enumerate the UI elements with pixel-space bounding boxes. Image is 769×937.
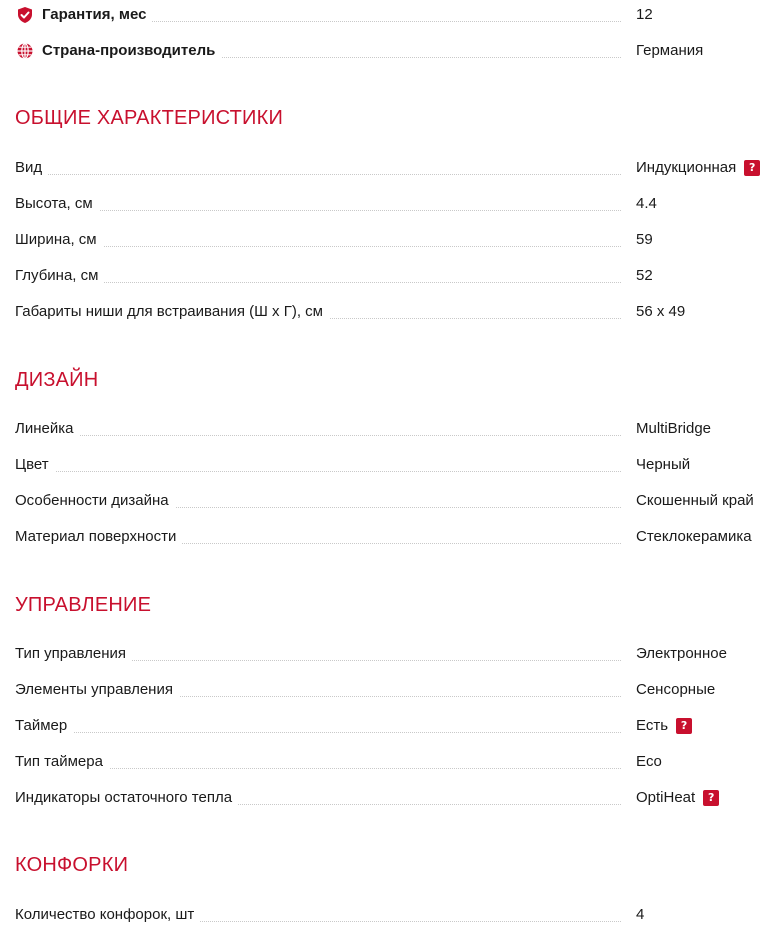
spec-value: Германия (636, 42, 704, 59)
spec-row (15, 194, 769, 216)
spec-row (15, 680, 769, 702)
help-icon[interactable]: ? (744, 160, 760, 176)
spec-value: 4 (636, 906, 645, 923)
spec-row-country (15, 41, 769, 63)
spec-label: Вид (15, 158, 48, 178)
spec-value-text: OptiHeat (636, 789, 696, 806)
spec-value: Сенсорные (636, 681, 716, 698)
spec-value: 59 (636, 231, 653, 248)
spec-value: Электронное (636, 645, 727, 662)
spec-label: Ширина, см (15, 230, 103, 250)
section-title-burners: КОНФОРКИ (15, 854, 129, 876)
spec-row (15, 644, 769, 666)
spec-label: Тип таймера (15, 752, 109, 772)
spec-value: Eco (636, 753, 662, 770)
spec-row (15, 455, 769, 477)
spec-value: Черный (636, 456, 691, 473)
spec-label: Линейка (15, 419, 79, 439)
leader-dots (15, 282, 621, 283)
spec-row (15, 302, 769, 324)
help-icon[interactable]: ? (703, 790, 719, 806)
spec-label: Страна-производитель (15, 41, 221, 61)
spec-value-text: Есть (636, 717, 669, 734)
leader-dots (15, 210, 621, 211)
spec-row-warranty (15, 5, 769, 27)
spec-label: Габариты ниши для встраивания (Ш x Г), см (15, 302, 329, 322)
spec-value: Скошенный край (636, 492, 754, 509)
spec-value (636, 158, 760, 178)
spec-row (15, 158, 769, 180)
spec-row (15, 752, 769, 774)
spec-label: Индикаторы остаточного тепла (15, 788, 238, 808)
globe-icon (16, 42, 34, 60)
section-title-controls: УПРАВЛЕНИЕ (15, 594, 152, 616)
spec-value: MultiBridge (636, 420, 712, 437)
spec-value: 56 x 49 (636, 303, 686, 320)
spec-label: Высота, см (15, 194, 99, 214)
spec-label: Материал поверхности (15, 527, 182, 547)
spec-row (15, 266, 769, 288)
spec-value: 4.4 (636, 195, 657, 212)
spec-label: Элементы управления (15, 680, 179, 700)
spec-row (15, 716, 769, 738)
shield-check-icon (16, 6, 34, 24)
spec-value (636, 716, 692, 736)
spec-value: Стеклокерамика (636, 528, 752, 545)
leader-dots (15, 246, 621, 247)
spec-row (15, 905, 769, 927)
spec-label: Глубина, см (15, 266, 104, 286)
spec-row (15, 527, 769, 549)
spec-label: Таймер (15, 716, 73, 736)
spec-label: Цвет (15, 455, 55, 475)
section-title-general: ОБЩИЕ ХАРАКТЕРИСТИКИ (15, 107, 284, 129)
leader-dots (15, 471, 621, 472)
spec-row (15, 230, 769, 252)
spec-label: Тип управления (15, 644, 132, 664)
leader-dots (15, 732, 621, 733)
leader-dots (15, 435, 621, 436)
section-title-design: ДИЗАЙН (15, 369, 99, 391)
spec-label: Особенности дизайна (15, 491, 175, 511)
spec-row (15, 788, 769, 810)
spec-row (15, 491, 769, 513)
spec-value-text: Индукционная (636, 159, 737, 176)
spec-value (636, 788, 719, 808)
spec-label: Гарантия, мес (15, 5, 152, 25)
spec-value: 12 (636, 6, 653, 23)
help-icon[interactable]: ? (676, 718, 692, 734)
spec-label: Количество конфорок, шт (15, 905, 200, 925)
spec-row (15, 419, 769, 441)
spec-value: 52 (636, 267, 653, 284)
leader-dots (15, 174, 621, 175)
